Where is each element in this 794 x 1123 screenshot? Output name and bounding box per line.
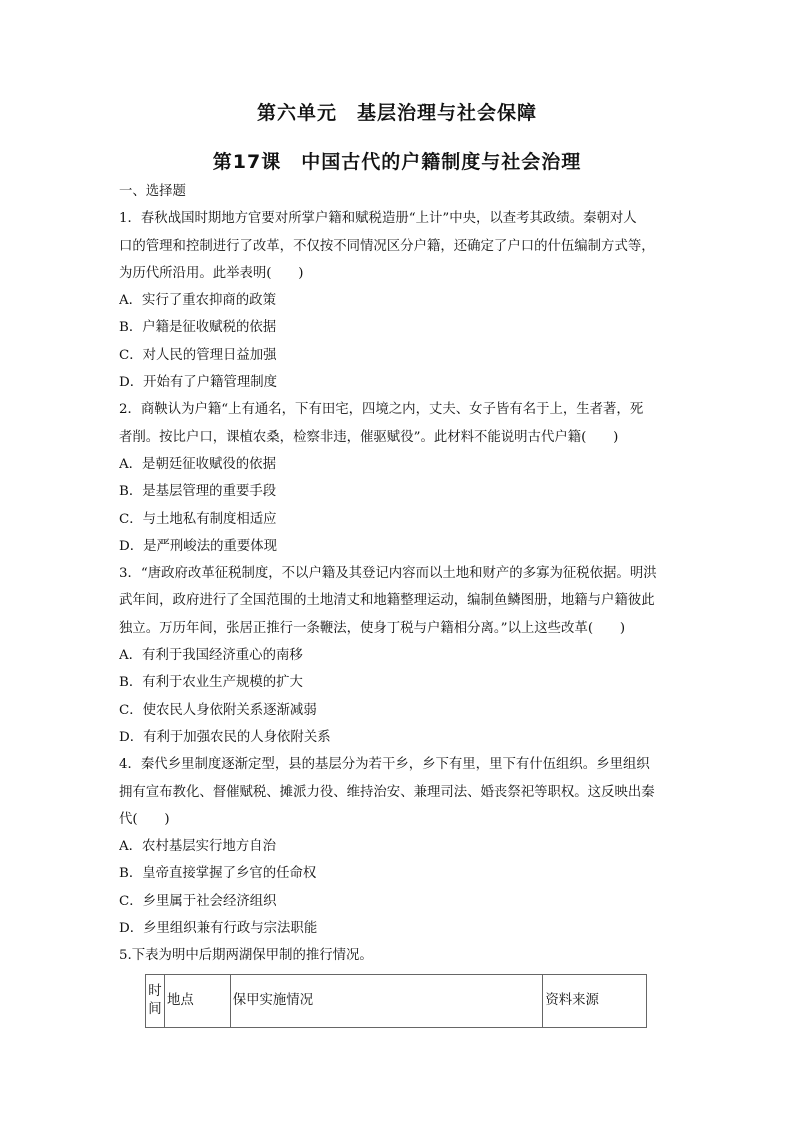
option-b: B．皇帝直接掌握了乡官的任命权	[119, 866, 317, 882]
question-4	[119, 751, 681, 942]
table-header-row	[146, 974, 647, 1027]
question-line: 拥有宣布教化、督催赋税、摊派力役、维持治安、兼理司法、婚丧祭祀等职权。这反映出秦	[119, 784, 655, 800]
header-implementation: 保甲实施情况	[230, 974, 543, 1027]
option-c: C．使农民人身依附关系逐渐减弱	[119, 702, 317, 718]
option-d: D．乡里组织兼有行政与宗法职能	[119, 921, 318, 937]
question-line: 独立。万历年间，张居正推行一条鞭法，使身丁税与户籍相分离。”以上这些改革( )	[119, 620, 626, 636]
question-line: 3．“唐政府改革征税制度，不以户籍及其登记内容而以土地和财产的多寡为征税依据。明洪	[119, 566, 657, 582]
option-b: B．有利于农业生产规模的扩大	[119, 675, 303, 691]
option-d: D．有利于加强农民的人身依附关系	[119, 729, 331, 745]
option-d: D．开始有了户籍管理制度	[119, 375, 278, 391]
question-line: 4．秦代乡里制度逐渐定型，县的基层分为若干乡，乡下有里，里下有什伍组织。乡里组织	[119, 757, 650, 773]
question-line: 武年间，政府进行了全国范围的土地清丈和地籍整理运动，编制鱼鳞图册，地籍与户籍彼此	[119, 593, 655, 609]
section-label: 一、选择题	[119, 184, 186, 199]
option-b: B．是基层管理的重要手段	[119, 484, 277, 500]
table-wrapper	[145, 974, 681, 1028]
question-3	[119, 560, 681, 751]
question-line: 代( )	[119, 811, 170, 827]
header-source: 资料来源	[543, 974, 647, 1027]
option-b: B．户籍是征收赋税的依据	[119, 320, 277, 336]
option-d: D．是严刑峻法的重要体现	[119, 538, 278, 554]
option-a: A．是朝廷征收赋役的依据	[119, 456, 276, 472]
question-line: 1．春秋战国时期地方官要对所掌户籍和赋税造册“上计”中央，以查考其政绩。秦朝对人	[119, 211, 637, 227]
header-place: 地点	[164, 974, 230, 1027]
question-5	[119, 942, 681, 1027]
option-c: C．与土地私有制度相适应	[119, 511, 277, 527]
question-line: 者削。按比户口，课植农桑，检察非违，催驱赋役”。此材料不能说明古代户籍( )	[119, 429, 619, 445]
question-line: 5.下表为明中后期两湖保甲制的推行情况。	[119, 948, 373, 964]
question-line: 为历代所沿用。此举表明( )	[119, 265, 304, 281]
lesson-title: 第17课 中国古代的户籍制度与社会治理	[212, 151, 582, 173]
option-c: C．乡里属于社会经济组织	[119, 893, 277, 909]
question-1	[119, 205, 681, 396]
question-2	[119, 396, 681, 560]
option-c: C．对人民的管理日益加强	[119, 347, 277, 363]
option-a: A．农村基层实行地方自治	[119, 839, 276, 855]
baojia-table	[145, 974, 647, 1028]
header-time: 时间	[146, 974, 165, 1027]
question-line: 口的管理和控制进行了改革，不仅按不同情况区分户籍，还确定了户口的什伍编制方式等，	[119, 238, 655, 254]
question-content	[119, 178, 681, 1028]
unit-title: 第六单元 基层治理与社会保障	[256, 102, 537, 124]
option-a: A．实行了重农抑商的政策	[119, 293, 276, 309]
option-a: A．有利于我国经济重心的南移	[119, 648, 303, 664]
question-line: 2．商鞅认为户籍“上有通名，下有田宅，四境之内，丈夫、女子皆有名于上，生者著，死	[119, 402, 644, 418]
